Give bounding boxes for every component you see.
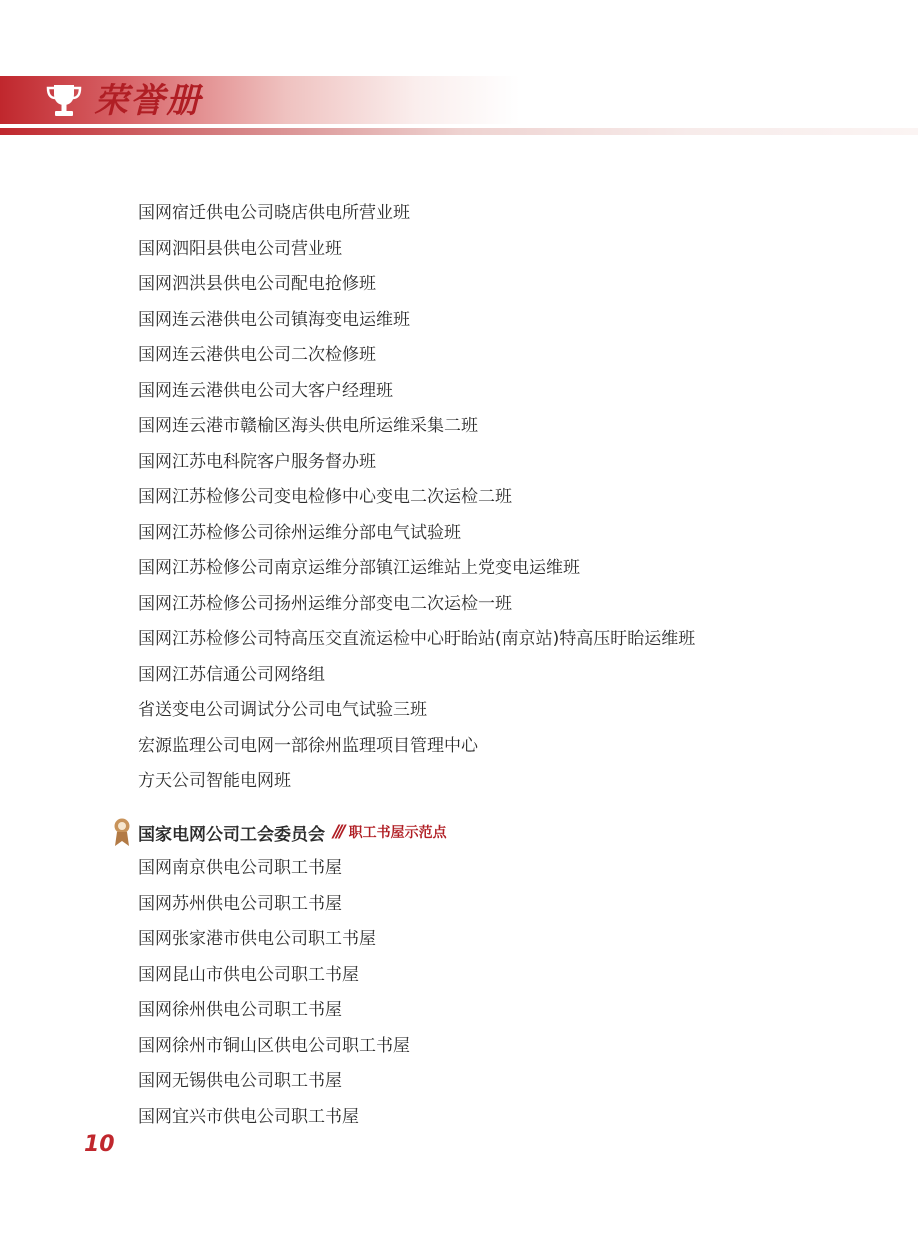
- list-item: 国网泗洪县供电公司配电抢修班: [138, 274, 376, 294]
- list-item: 国网连云港供电公司镇海变电运维班: [138, 309, 410, 330]
- page-number: 10: [84, 1132, 115, 1157]
- list-item: 国网江苏电科院客户服务督办班: [138, 451, 376, 472]
- list-item: 国网宜兴市供电公司职工书屋: [138, 1106, 359, 1127]
- list-item: 国网徐州市铜山区供电公司职工书屋: [138, 1035, 410, 1056]
- list-item: 国网江苏检修公司扬州运维分部变电二次运检一班: [138, 593, 512, 614]
- list-item: 国网江苏检修公司特高压交直流运检中心盱眙站(南京站)特高压盱眙运维班: [138, 629, 696, 649]
- list-item: 方天公司智能电网班: [138, 771, 291, 791]
- section-award: 职工书屋示范点: [348, 825, 447, 841]
- header-rule: [0, 128, 918, 135]
- list-item: 国网连云港供电公司大客户经理班: [138, 380, 393, 401]
- list-item: 国网苏州供电公司职工书屋: [138, 893, 342, 914]
- list-item: 国网江苏检修公司徐州运维分部电气试验班: [138, 522, 461, 543]
- list-item: 国网南京供电公司职工书屋: [138, 858, 342, 878]
- list-item: 国网张家港市供电公司职工书屋: [138, 929, 376, 949]
- list-item: 国网江苏信通公司网络组: [138, 664, 325, 685]
- list-item: 省送变电公司调试分公司电气试验三班: [138, 700, 427, 720]
- list-item: 国网宿迁供电公司晓店供电所营业班: [138, 203, 410, 223]
- bookhouse-list: [138, 851, 410, 1135]
- list-item: 国网江苏检修公司变电检修中心变电二次运检二班: [138, 487, 512, 507]
- separator-icon: ///: [333, 822, 343, 842]
- section-heading: [112, 816, 447, 848]
- list-item: 国网江苏检修公司南京运维分部镇江运维站上党变电运维班: [138, 558, 580, 578]
- list-item: 宏源监理公司电网一部徐州监理项目管理中心: [138, 735, 478, 756]
- list-item: 国网昆山市供电公司职工书屋: [138, 964, 359, 985]
- header-title: 荣誉册: [94, 81, 202, 121]
- list-item: 国网无锡供电公司职工书屋: [138, 1071, 342, 1091]
- trophy-icon: [44, 82, 84, 120]
- list-item: 国网泗阳县供电公司营业班: [138, 238, 342, 259]
- list-item: 国网连云港供电公司二次检修班: [138, 345, 376, 365]
- section-org: 国家电网公司工会委员会: [138, 824, 325, 845]
- list-item: 国网徐州供电公司职工书屋: [138, 1000, 342, 1020]
- medal-icon: [112, 817, 132, 847]
- list-item: 国网连云港市赣榆区海头供电所运维采集二班: [138, 416, 478, 436]
- honor-list: [138, 196, 695, 800]
